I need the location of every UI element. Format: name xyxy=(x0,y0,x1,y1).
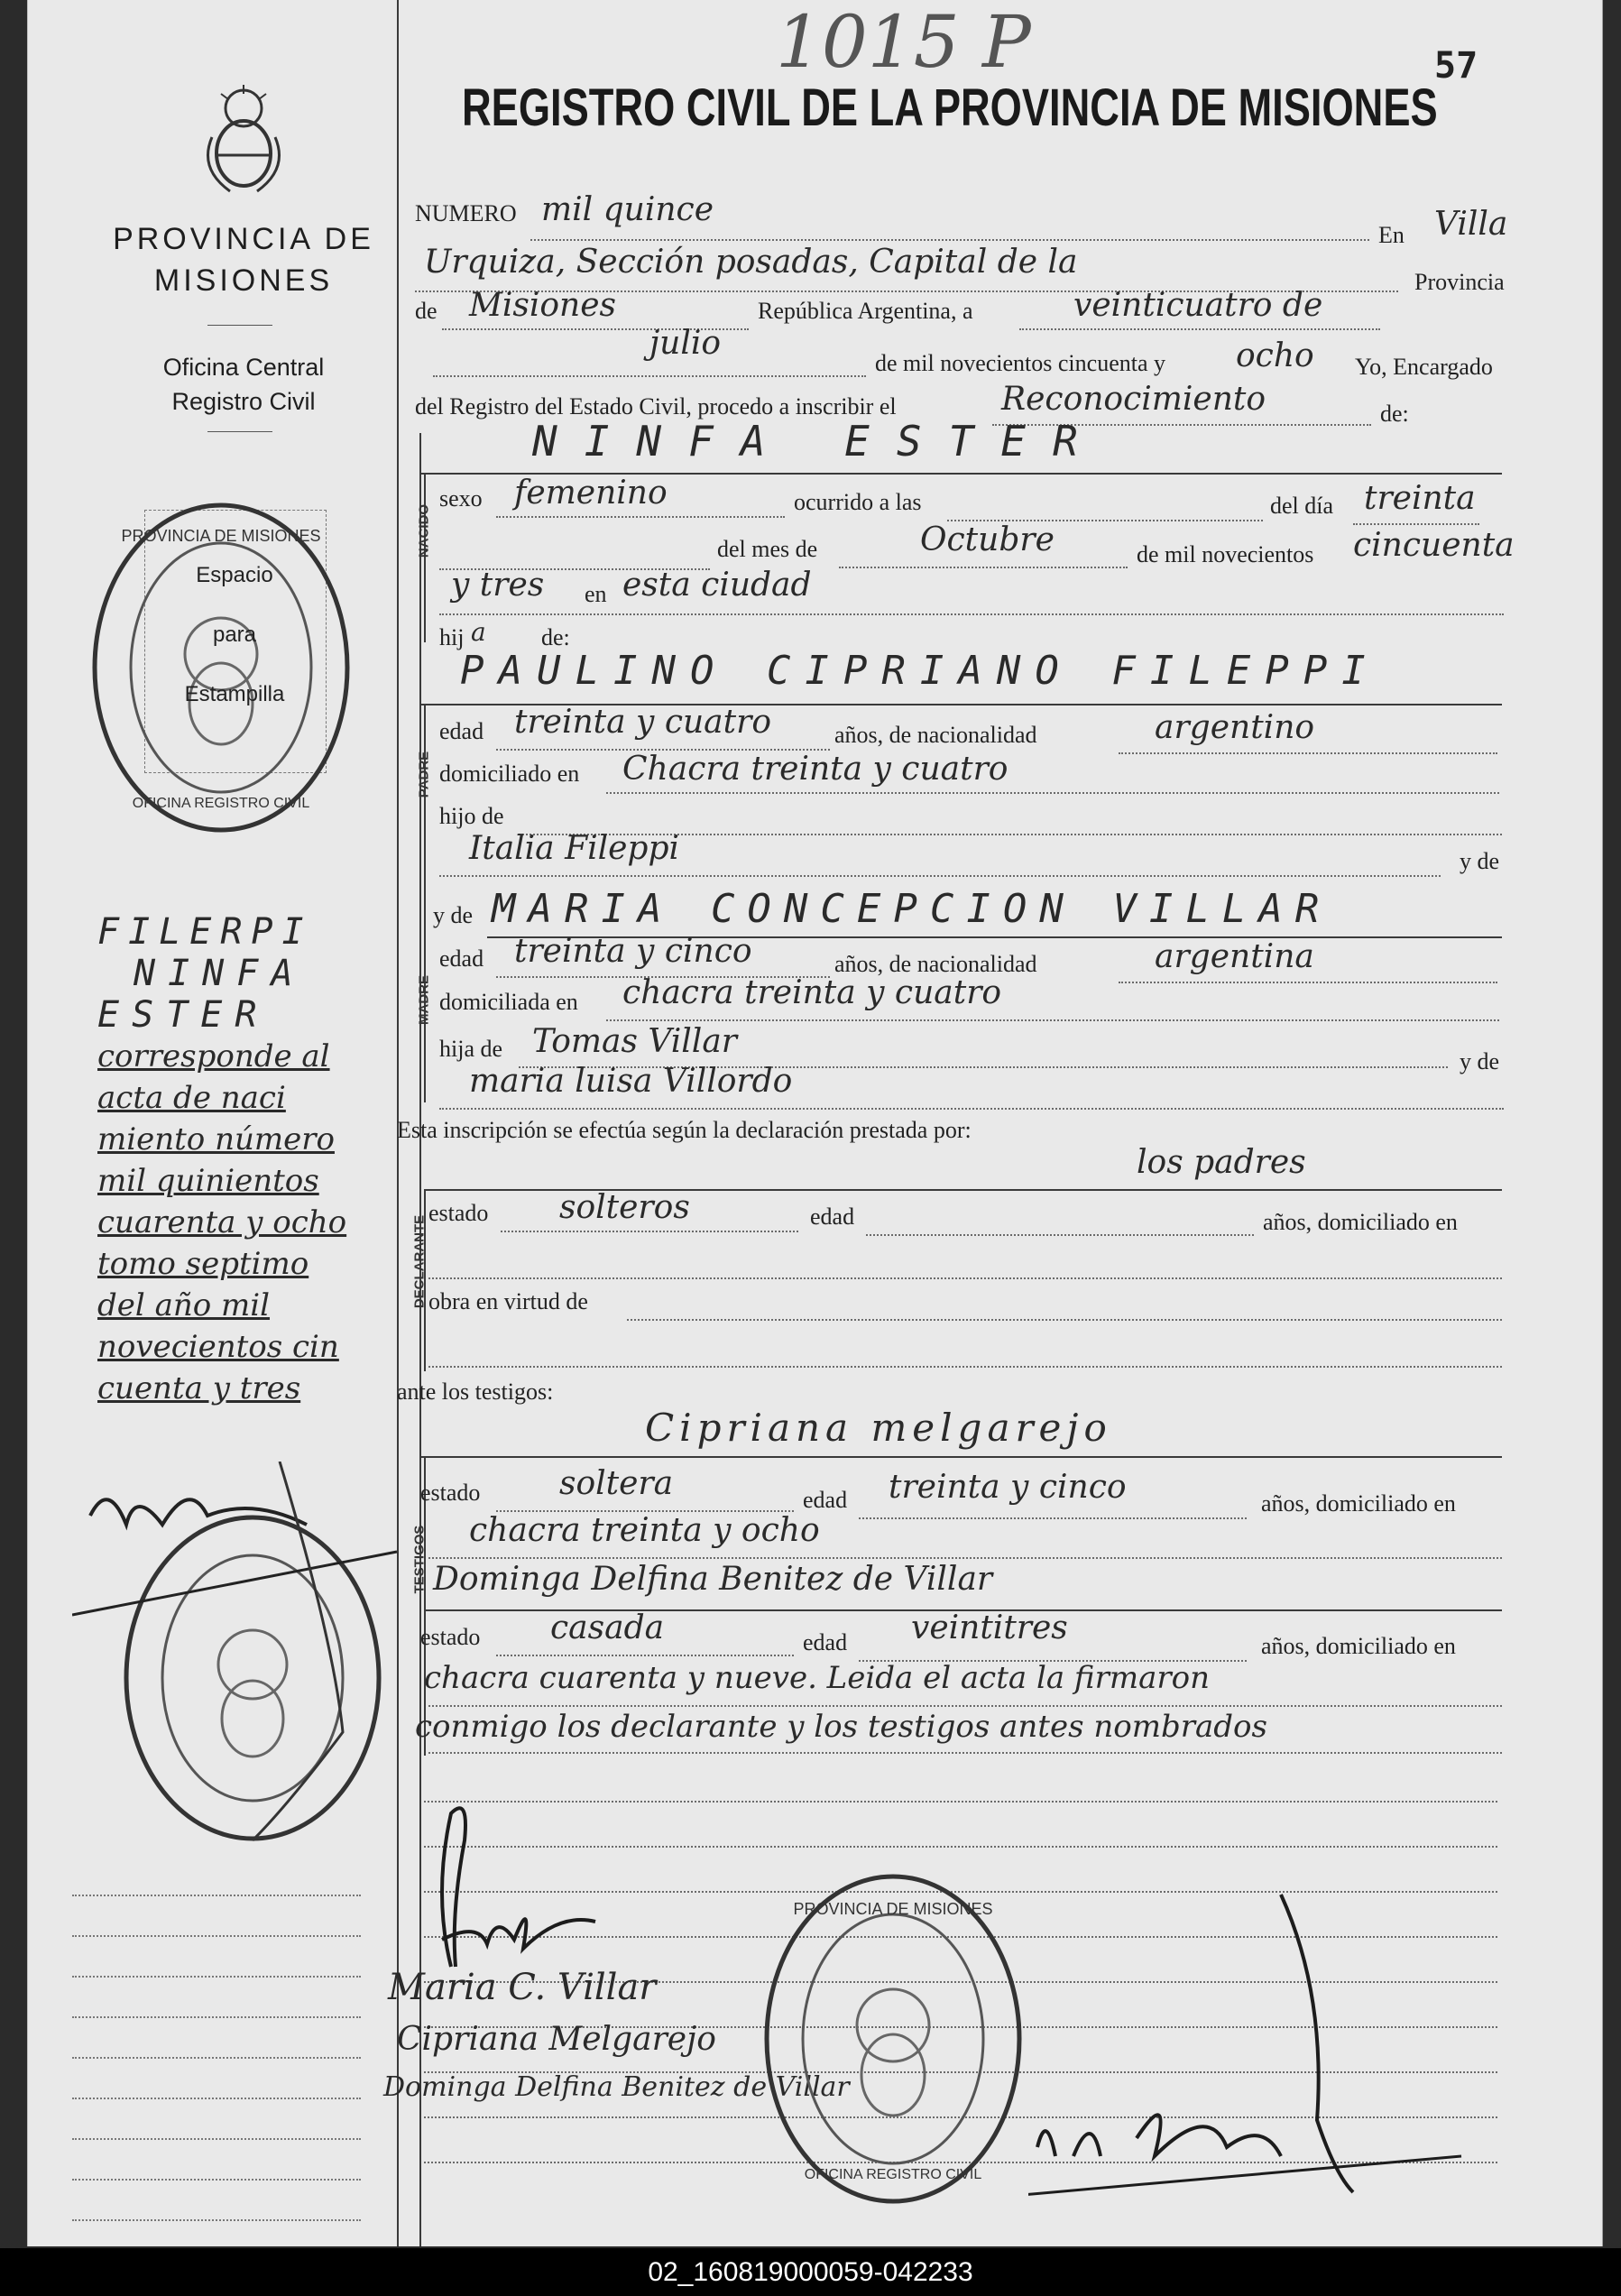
padre-dom-line xyxy=(606,792,1499,794)
en-value: Villa xyxy=(1434,206,1508,243)
provincia-label: Provincia xyxy=(1414,269,1505,295)
signature-cipriana: Cipriana Melgarejo xyxy=(397,2021,716,2058)
testigo2-estado-line xyxy=(496,1655,794,1656)
testigos-label: TESTIGOS xyxy=(411,1525,428,1594)
testigo1-nombre: Cipriana melgarejo xyxy=(645,1406,1112,1450)
cierre-line xyxy=(428,1752,1502,1754)
mes-value: julio xyxy=(649,325,722,362)
hija-value: a xyxy=(471,617,486,647)
anio-nac-value2: y tres xyxy=(451,567,545,604)
declarante-edad-label: edad xyxy=(810,1203,855,1230)
testigo2-estado-label: estado xyxy=(420,1624,481,1650)
testigo2-edad-value: veintitres xyxy=(911,1609,1068,1646)
testigo1-estado-value: soltera xyxy=(559,1465,674,1502)
madre-nac-line xyxy=(1119,982,1497,983)
seal-bottom-text: OFICINA REGISTRO CIVIL xyxy=(132,796,310,811)
bottom-seal-top-text: PROVINCIA DE MISIONES xyxy=(793,1900,993,1918)
margin-rule xyxy=(72,1895,361,1896)
hija-label: hij xyxy=(439,624,465,650)
lugar-nac-value: esta ciudad xyxy=(622,567,812,604)
registro-label: del Registro del Estado Civil, procedo a inscribir el xyxy=(415,393,897,420)
marginal-line: cuenta y tres xyxy=(97,1370,301,1406)
numero-value: mil quince xyxy=(541,191,714,228)
marginal-line: corresponde al xyxy=(97,1038,330,1074)
padre-y-de-label: y de xyxy=(1460,848,1500,874)
madre-dom-line xyxy=(606,1019,1499,1021)
madre-nac-label: años, de nacionalidad xyxy=(834,951,1037,977)
yo-label: Yo, Encargado xyxy=(1355,354,1493,380)
en-label: En xyxy=(1378,222,1405,248)
fecha-value: veinticuatro de xyxy=(1073,287,1323,324)
madre-dom-value: chacra treinta y cuatro xyxy=(622,974,1002,1011)
testigo2-edad-label: edad xyxy=(803,1629,848,1655)
mil-label: de mil novecientos cincuenta y xyxy=(875,350,1166,376)
page-number: 57 xyxy=(1434,45,1478,87)
declarante-edad-line xyxy=(866,1234,1254,1236)
dia-value: treinta xyxy=(1364,480,1476,517)
madre-edad-label: edad xyxy=(439,945,484,972)
declarante-dom-label: años, domiciliado en xyxy=(1263,1209,1458,1235)
marginal-firstname: NINFA xyxy=(134,953,306,994)
testigo1-dom-line xyxy=(428,1557,1502,1559)
obra-label: obra en virtud de xyxy=(428,1288,588,1314)
madre-edad-value: treinta y cinco xyxy=(514,933,752,970)
madre-dom-label: domiciliada en xyxy=(439,989,578,1015)
declarante-estado-line xyxy=(501,1231,798,1232)
marginal-seal-icon xyxy=(72,1462,415,1858)
testigo1-edad-value: treinta y cinco xyxy=(889,1469,1127,1506)
testigo1-dom-label: años, domiciliado en xyxy=(1261,1490,1456,1517)
marginal-line: del año mil xyxy=(97,1287,271,1323)
madre-madre-line xyxy=(439,1108,1504,1110)
padre-dom-value: Chacra treinta y cuatro xyxy=(622,751,1009,788)
testigo1-name-line xyxy=(419,1456,1502,1458)
cierre-value: conmigo los declarante y los testigos antes nombrados xyxy=(415,1709,1267,1745)
madre-madre-value: maria luisa Villordo xyxy=(469,1063,793,1100)
seal-top-text: PROVINCIA DE MISIONES xyxy=(121,527,321,545)
nacido-label: NACIDO xyxy=(416,503,432,558)
numero-label: NUMERO xyxy=(415,200,517,226)
marginal-line: miento número xyxy=(97,1121,335,1157)
padre-edad-label: edad xyxy=(439,718,484,744)
marginal-line: acta de naci xyxy=(97,1080,286,1116)
father-name: PAULINO CIPRIANO FILEPPI xyxy=(460,648,1380,694)
margin-rule xyxy=(72,2057,361,2059)
declarante-estado-value: solteros xyxy=(559,1189,690,1226)
testigo2-dom-value: chacra cuarenta y nueve. Leida el acta la firmaron xyxy=(424,1660,1210,1696)
signature-fileppi xyxy=(415,1786,631,1985)
testigo2-dom-label: años, domiciliado en xyxy=(1261,1633,1456,1659)
testigos-intro-label: ante los testigos: xyxy=(397,1379,554,1405)
sexo-label: sexo xyxy=(439,485,483,512)
declarante-label: DECLARANTE xyxy=(411,1214,428,1309)
marginal-line: novecientos cin xyxy=(97,1329,339,1365)
sexo-value: femenino xyxy=(514,475,668,512)
province-name-line2: MISIONES xyxy=(153,263,334,298)
image-id-footer: 02_160819000059-042233 xyxy=(0,2248,1621,2296)
sexo-line xyxy=(496,516,785,518)
officer-signature xyxy=(1028,1886,1497,2210)
padre-nac-value: argentino xyxy=(1155,709,1315,746)
mes-label: del mes de xyxy=(717,536,818,562)
marginal-surname: FILERPI xyxy=(97,911,313,953)
province-name-line1: PROVINCIA DE xyxy=(113,222,374,256)
obra-line xyxy=(627,1319,1502,1321)
numero-line xyxy=(530,239,1369,241)
declarante-estado-label: estado xyxy=(428,1200,489,1226)
mil2-label: de mil novecientos xyxy=(1137,541,1314,567)
marginal-middlename: ESTER xyxy=(97,994,270,1036)
hijo-de-label: hijo de xyxy=(439,803,504,829)
padre-dom-label: domiciliado en xyxy=(439,761,580,787)
dia-line xyxy=(1353,523,1479,525)
madre-label: MADRE xyxy=(416,975,432,1025)
madre-y-de-label: y de xyxy=(433,902,474,928)
sidebar-divider xyxy=(207,325,272,326)
margin-rule xyxy=(72,2098,361,2099)
padre-padres-line xyxy=(439,875,1441,877)
declarante-value: los padres xyxy=(1137,1144,1306,1181)
padre-nac-label: años, de nacionalidad xyxy=(834,722,1037,748)
madre-padre-value: Tomas Villar xyxy=(532,1023,737,1060)
de3-label: de: xyxy=(541,624,570,650)
obra-line-2 xyxy=(428,1366,1502,1368)
testigo2-dom-line xyxy=(428,1705,1502,1707)
anio-nac-value: cincuenta xyxy=(1353,527,1515,564)
padre-padres-value: Italia Fileppi xyxy=(469,830,679,867)
de-value: Misiones xyxy=(469,287,617,324)
stamp-space-line2: para xyxy=(212,622,257,647)
bottom-seal-bottom-text: OFICINA REGISTRO CIVIL xyxy=(804,2167,982,2182)
margin-rule xyxy=(72,1935,361,1937)
stamp-space-line1: Espacio xyxy=(196,563,273,587)
de2-label: de: xyxy=(1380,401,1409,427)
office-line1: Oficina Central xyxy=(162,354,325,381)
office-line2: Registro Civil xyxy=(171,388,316,415)
acto-value: Reconocimiento xyxy=(1001,381,1266,418)
bottom-seal-icon xyxy=(758,1867,1028,2210)
mes-nac-value: Octubre xyxy=(920,521,1055,558)
padre-nac-line xyxy=(1119,752,1497,754)
marginal-line: cuarenta y ocho xyxy=(97,1204,347,1240)
ocurrido-label: ocurrido a las xyxy=(794,489,922,515)
coat-of-arms-icon xyxy=(194,83,293,200)
testigo2-nombre: Dominga Delfina Benitez de Villar xyxy=(433,1561,993,1598)
padre-label: PADRE xyxy=(416,751,432,798)
dia-label: del día xyxy=(1270,493,1334,519)
place-value: Urquiza, Sección posadas, Capital de la xyxy=(424,244,1078,281)
madre-y-de-label2: y de xyxy=(1460,1048,1500,1074)
mes-nac-line xyxy=(839,567,1128,568)
testigo2-estado-value: casada xyxy=(550,1609,665,1646)
padre-edad-value: treinta y cuatro xyxy=(514,704,771,741)
margin-rule xyxy=(72,2219,361,2221)
marginal-line: mil quinientos xyxy=(97,1163,319,1199)
mes-line xyxy=(433,375,866,377)
lugar-line xyxy=(439,613,1504,615)
declarante-dom-line xyxy=(428,1277,1502,1279)
en2-label: en xyxy=(585,581,607,607)
child-name: NINFA ESTER xyxy=(532,417,1105,466)
handwritten-reference: 1015 P xyxy=(776,0,1031,84)
republica-label: República Argentina, a xyxy=(758,298,973,324)
signature-maria-villar: Maria C. Villar xyxy=(388,1967,657,2008)
de-label: de xyxy=(415,298,437,324)
marginal-line: tomo septimo xyxy=(97,1246,309,1282)
margin-rule xyxy=(72,2179,361,2181)
testigo1-edad-label: edad xyxy=(803,1487,848,1513)
testigo1-dom-value: chacra treinta y ocho xyxy=(469,1512,820,1549)
marginal-note xyxy=(97,911,386,1409)
stamp-space-line3: Estampilla xyxy=(184,682,285,706)
testigo1-estado-label: estado xyxy=(420,1480,481,1506)
signature-dominga: Dominga Delfina Benitez de Villar xyxy=(383,2071,850,2103)
testigo1-edad-line xyxy=(859,1517,1247,1519)
inscripcion-label: Esta inscripción se efectúa según la declaración prestada por: xyxy=(397,1117,972,1143)
margin-rule xyxy=(72,2016,361,2018)
mother-name: MARIA CONCEPCION VILLAR xyxy=(492,886,1332,932)
sidebar-divider-2 xyxy=(207,431,272,432)
page-title: REGISTRO CIVIL DE LA PROVINCIA DE MISIONES xyxy=(462,78,1438,137)
margin-rule xyxy=(72,1976,361,1978)
fecha-line xyxy=(1019,328,1380,330)
madre-nac-value: argentina xyxy=(1155,938,1314,975)
anio-value: ocho xyxy=(1236,337,1314,374)
margin-rule xyxy=(72,2138,361,2140)
hija-de-label: hija de xyxy=(439,1036,503,1062)
